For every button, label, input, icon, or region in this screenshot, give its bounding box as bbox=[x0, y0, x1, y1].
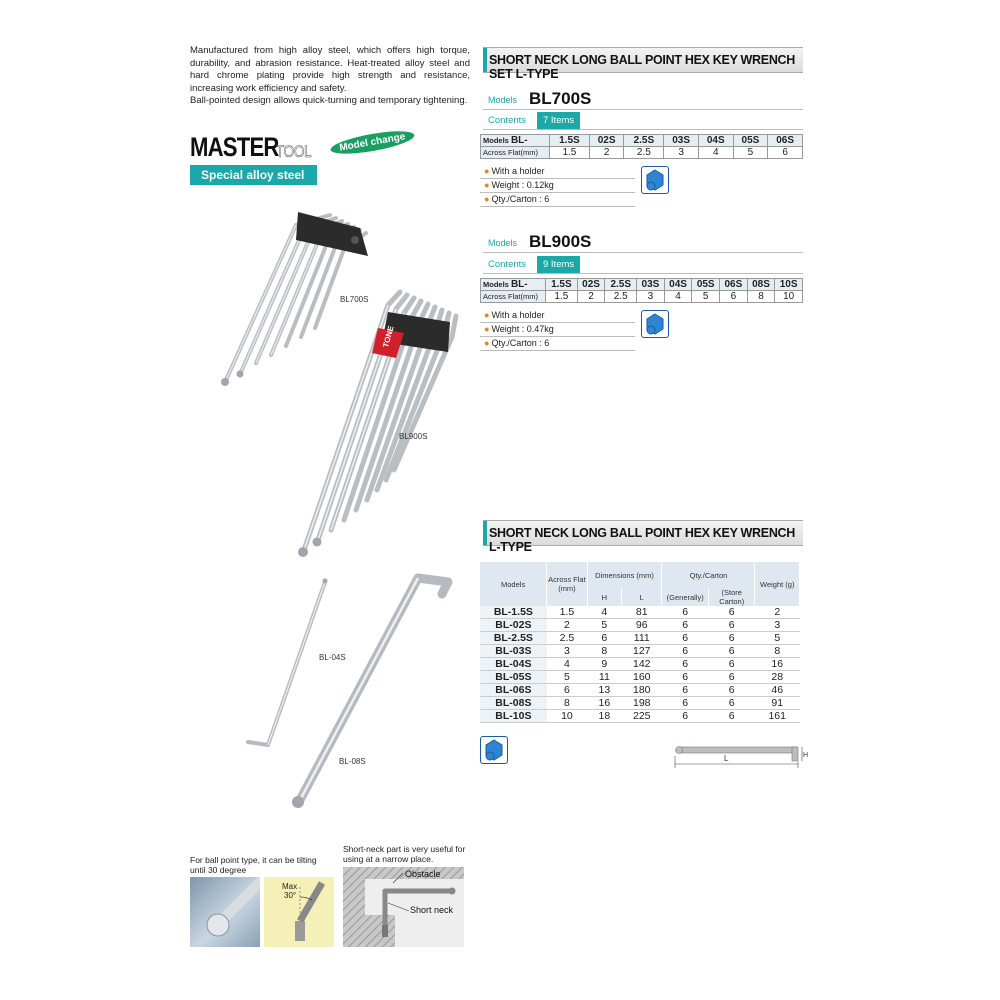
size-cell: 05S bbox=[733, 135, 768, 147]
value-cell: 225 bbox=[632, 710, 651, 722]
value-cell: 142 bbox=[632, 658, 651, 670]
col-models: Models bbox=[480, 562, 547, 606]
value-cell: 6 bbox=[682, 697, 689, 709]
size-cell: 03S bbox=[664, 135, 699, 147]
max-label: Max bbox=[282, 882, 298, 891]
value-cell: 3 bbox=[564, 645, 570, 657]
feature-item: ● Qty./Carton : 6 bbox=[480, 337, 635, 351]
value-cell: 8 bbox=[774, 645, 781, 657]
value-cell: 3 bbox=[774, 619, 781, 631]
col-dimensions: Dimensions (mm) bbox=[587, 562, 662, 588]
size-cell: 06S bbox=[768, 135, 803, 147]
ball-tilt-text: For ball point type, it can be tilting until 30 degree bbox=[190, 855, 317, 875]
model-cell: BL-2.5S bbox=[480, 632, 547, 645]
dim-l-label: L bbox=[724, 754, 729, 763]
description-para-2: Ball-pointed design allows quick-turning and temporary tightening. bbox=[190, 95, 468, 106]
flat-cell: 2 bbox=[577, 291, 605, 303]
short-neck-diagram bbox=[343, 867, 464, 947]
model-change-badge: Model change bbox=[329, 127, 415, 158]
contents-label: Contents bbox=[488, 115, 527, 126]
value-cell: 6 bbox=[728, 697, 735, 709]
bl900s-contents-count: 9 Items bbox=[537, 256, 580, 273]
across-row-header: Across Flat(mm) bbox=[481, 147, 550, 159]
value-cell: 6 bbox=[728, 645, 735, 657]
bl900s-image-label: BL900S bbox=[399, 432, 428, 441]
feature-item: ● Qty./Carton : 6 bbox=[480, 193, 635, 207]
table-row bbox=[480, 658, 800, 671]
feature-item: ● Weight : 0.47kg bbox=[480, 323, 635, 337]
value-cell: 8 bbox=[564, 697, 570, 709]
value-cell: 161 bbox=[768, 710, 786, 722]
value-cell: 6 bbox=[601, 632, 608, 644]
value-cell: 6 bbox=[682, 710, 689, 722]
col-h: H bbox=[587, 588, 621, 606]
value-cell: 4 bbox=[601, 606, 608, 618]
value-cell: 2 bbox=[564, 619, 570, 631]
obstacle-label: Obstacle bbox=[405, 869, 441, 879]
hex-ball-icon bbox=[480, 736, 508, 764]
value-cell: 96 bbox=[635, 619, 648, 631]
hex-ball-icon bbox=[641, 310, 669, 338]
size-cell: 02S bbox=[589, 135, 624, 147]
value-cell: 6 bbox=[728, 684, 735, 696]
model-cell: BL-05S bbox=[480, 671, 547, 684]
value-cell: 6 bbox=[564, 684, 570, 696]
value-cell: 10 bbox=[561, 710, 573, 722]
value-cell: 5 bbox=[601, 619, 608, 631]
flat-cell: 10 bbox=[775, 291, 803, 303]
across-row-header: Across Flat(mm) bbox=[481, 291, 546, 303]
model-cell: BL-02S bbox=[480, 619, 547, 632]
bl900s-model-row bbox=[483, 231, 803, 253]
model-cell: BL-03S bbox=[480, 645, 547, 658]
col-store: (Store Carton) bbox=[708, 588, 755, 606]
set-section-title: SHORT NECK LONG BALL POINT HEX KEY WRENCH SET L-TYPE bbox=[483, 47, 803, 73]
col-across: Across Flat (mm) bbox=[547, 562, 587, 606]
value-cell: 13 bbox=[598, 684, 611, 696]
flat-cell: 1.5 bbox=[546, 291, 578, 303]
table-row bbox=[480, 606, 800, 619]
value-cell: 6 bbox=[728, 710, 735, 722]
feature-item: ● With a holder bbox=[480, 309, 635, 323]
size-cell: 05S bbox=[692, 279, 720, 291]
size-cell: 03S bbox=[637, 279, 665, 291]
value-cell: 28 bbox=[771, 671, 784, 683]
value-cell: 6 bbox=[682, 606, 689, 618]
value-cell: 5 bbox=[564, 671, 570, 683]
holder-brand-text: TONE bbox=[381, 324, 396, 349]
col-weight: Weight (g) bbox=[755, 562, 800, 606]
max-value: 30° bbox=[284, 891, 297, 900]
bl08s-image-label: BL-08S bbox=[339, 757, 366, 766]
size-cell: 06S bbox=[720, 279, 748, 291]
value-cell: 5 bbox=[774, 632, 781, 644]
value-cell: 91 bbox=[771, 697, 784, 709]
ball-point-photo bbox=[190, 877, 260, 947]
flat-cell: 2.5 bbox=[624, 147, 664, 159]
col-generally: (Generally) bbox=[662, 588, 709, 606]
short-neck-label: Short neck bbox=[410, 905, 454, 915]
flat-cell: 5 bbox=[733, 147, 768, 159]
col-l: L bbox=[622, 588, 662, 606]
bl04s-image-label: BL-04S bbox=[319, 653, 346, 662]
bl700s-contents-row bbox=[483, 112, 803, 130]
short-neck-text: Short-neck part is very useful for using at a narrow place. bbox=[343, 844, 466, 864]
table-row bbox=[480, 632, 800, 645]
value-cell: 6 bbox=[682, 632, 689, 644]
value-cell: 6 bbox=[728, 658, 735, 670]
size-cell: 1.5S bbox=[546, 279, 578, 291]
col-qty: Qty./Carton bbox=[662, 562, 755, 588]
value-cell: 8 bbox=[601, 645, 608, 657]
value-cell: 111 bbox=[633, 632, 650, 644]
value-cell: 16 bbox=[771, 658, 784, 670]
size-cell: 04S bbox=[698, 135, 733, 147]
value-cell: 6 bbox=[728, 632, 735, 644]
models-row-header: Models BL- bbox=[481, 135, 550, 147]
table-row bbox=[480, 710, 800, 723]
dim-h-label: H bbox=[803, 752, 809, 759]
product-illustrations bbox=[0, 0, 480, 850]
bl700s-features bbox=[480, 165, 635, 207]
value-cell: 180 bbox=[632, 684, 651, 696]
value-cell: 4 bbox=[564, 658, 570, 670]
table-row bbox=[480, 671, 800, 684]
value-cell: 6 bbox=[682, 619, 689, 631]
flat-cell: 5 bbox=[692, 291, 720, 303]
tilt-angle-diagram bbox=[264, 877, 334, 947]
bl700s-size-table bbox=[480, 134, 803, 159]
flat-cell: 4 bbox=[698, 147, 733, 159]
table-row bbox=[480, 645, 800, 658]
special-alloy-label: Special alloy steel bbox=[190, 165, 317, 185]
value-cell: 198 bbox=[632, 697, 651, 709]
flat-cell: 2.5 bbox=[605, 291, 637, 303]
flat-cell: 6 bbox=[720, 291, 748, 303]
table-row bbox=[480, 697, 800, 710]
value-cell: 9 bbox=[601, 658, 608, 670]
model-cell: BL-06S bbox=[480, 684, 547, 697]
size-cell: 10S bbox=[775, 279, 803, 291]
flat-cell: 6 bbox=[768, 147, 803, 159]
bl900s-features bbox=[480, 309, 635, 351]
dimension-diagram bbox=[670, 738, 810, 774]
model-cell: BL-04S bbox=[480, 658, 547, 671]
value-cell: 16 bbox=[598, 697, 611, 709]
single-spec-table bbox=[480, 562, 800, 723]
flat-cell: 3 bbox=[664, 147, 699, 159]
size-cell: 1.5S bbox=[550, 135, 590, 147]
feature-item: ● Weight : 0.12kg bbox=[480, 179, 635, 193]
bl700s-model-name: BL700S bbox=[529, 89, 592, 108]
value-cell: 6 bbox=[682, 658, 689, 670]
bl04s-key-image bbox=[248, 579, 328, 746]
size-cell: 08S bbox=[747, 279, 775, 291]
value-cell: 46 bbox=[771, 684, 784, 696]
value-cell: 2 bbox=[774, 606, 781, 618]
flat-cell: 8 bbox=[747, 291, 775, 303]
value-cell: 18 bbox=[598, 710, 611, 722]
value-cell: 6 bbox=[728, 606, 735, 618]
table-row bbox=[480, 684, 800, 697]
size-cell: 04S bbox=[664, 279, 692, 291]
single-section-title: SHORT NECK LONG BALL POINT HEX KEY WRENCH L-TYPE bbox=[483, 520, 803, 546]
bl700s-contents-count: 7 Items bbox=[537, 112, 580, 129]
size-cell: 02S bbox=[577, 279, 605, 291]
value-cell: 6 bbox=[682, 645, 689, 657]
value-cell: 2.5 bbox=[559, 632, 575, 644]
brand-tool: TOOL bbox=[276, 142, 312, 161]
flat-cell: 3 bbox=[637, 291, 665, 303]
hex-ball-icon bbox=[641, 166, 669, 194]
bl900s-size-table bbox=[480, 278, 803, 303]
bl700s-image-label: BL700S bbox=[340, 295, 369, 304]
value-cell: 6 bbox=[728, 671, 735, 683]
value-cell: 11 bbox=[598, 671, 610, 683]
brand-master: MASTER bbox=[190, 132, 279, 162]
feature-item: ● With a holder bbox=[480, 165, 635, 179]
flat-cell: 1.5 bbox=[550, 147, 590, 159]
models-row-header: Models BL- bbox=[481, 279, 546, 291]
value-cell: 1.5 bbox=[559, 606, 575, 618]
bl700s-model-row bbox=[483, 88, 803, 110]
size-cell: 2.5S bbox=[605, 279, 637, 291]
value-cell: 160 bbox=[632, 671, 651, 683]
value-cell: 127 bbox=[632, 645, 651, 657]
bl900s-contents-row bbox=[483, 256, 803, 274]
bl900s-model-name: BL900S bbox=[529, 232, 592, 251]
bl900s-set-image bbox=[298, 292, 456, 557]
model-cell: BL-1.5S bbox=[480, 606, 547, 619]
model-cell: BL-08S bbox=[480, 697, 547, 710]
value-cell: 6 bbox=[682, 684, 689, 696]
flat-cell: 4 bbox=[664, 291, 692, 303]
description-para-1: Manufactured from high alloy steel, which offers high torque, durability, and abrasion resistance. Heat-treated alloy steel and hard chrome plating provide high strength and resistance, increasing work efficiency and safety. bbox=[190, 45, 470, 94]
value-cell: 6 bbox=[682, 671, 689, 683]
model-cell: BL-10S bbox=[480, 710, 547, 723]
models-label: Models bbox=[488, 238, 518, 248]
value-cell: 6 bbox=[728, 619, 735, 631]
value-cell: 81 bbox=[635, 606, 648, 618]
size-cell: 2.5S bbox=[624, 135, 664, 147]
table-row bbox=[480, 619, 800, 632]
flat-cell: 2 bbox=[589, 147, 624, 159]
contents-label: Contents bbox=[488, 259, 527, 270]
models-label: Models bbox=[488, 95, 518, 105]
